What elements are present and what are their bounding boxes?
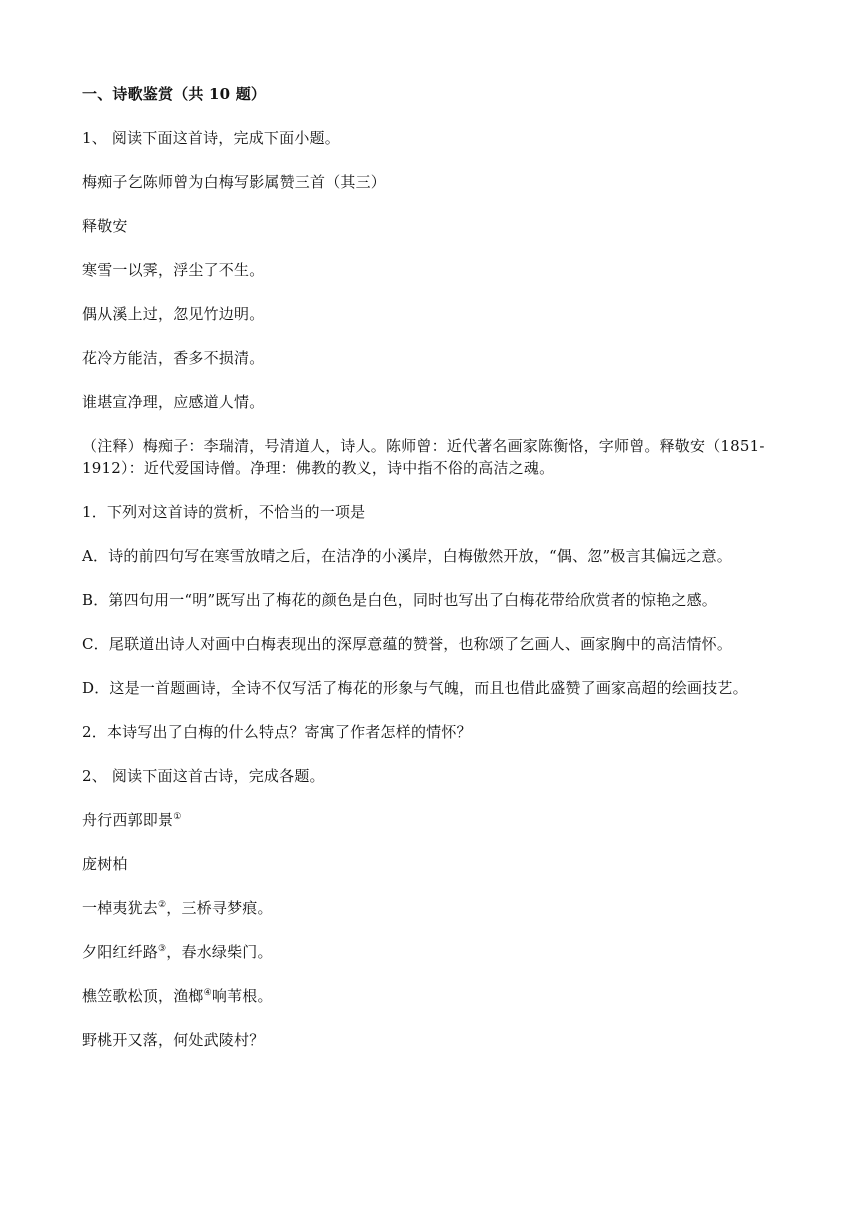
question-2-intro: 2、 阅读下面这首古诗，完成各题。: [82, 767, 325, 785]
poem-2-title: [82, 809, 790, 831]
poem-1-line: 花冷方能洁，香多不损清。: [82, 349, 265, 367]
poem-2-line-text: 樵笠歌松顶，渔榔: [82, 987, 204, 1005]
footnote-marker: ①: [173, 812, 182, 822]
poem-2-title-text: 舟行西郭即景: [82, 811, 174, 829]
poem-1-title: 梅痴子乞陈师曾为白梅写影属赞三首（其三）: [82, 173, 387, 191]
option-a: A．诗的前四句写在寒雪放晴之后，在洁净的小溪岸，白梅傲然开放，“偶、忽”极言其偏远之意。: [82, 547, 732, 565]
poem-2-line-text: 一棹夷犹去: [82, 899, 159, 917]
poem-2-line-text: 夕阳红纤路: [82, 943, 159, 961]
poem-2-line-text: 响苇根。: [211, 987, 273, 1005]
footnote-marker: ④: [203, 988, 212, 998]
poem-2-line-text: ，三桥寻梦痕。: [166, 899, 273, 917]
poem-2-line: [82, 897, 790, 919]
section-heading: 一、诗歌鉴赏（共 10 题）: [82, 85, 267, 103]
poem-2-line-text: ，春水绿柴门。: [166, 943, 273, 961]
footnote-marker: ②: [158, 900, 167, 910]
option-d: D．这是一首题画诗，全诗不仅写活了梅花的形象与气魄，而且也借此盛赞了画家高超的绘画技艺。: [82, 679, 748, 697]
question-1-intro: 1、 阅读下面这首诗，完成下面小题。: [82, 129, 340, 147]
poem-2-line: 野桃开又落，何处武陵村？: [82, 1031, 265, 1049]
poem-1-line: 寒雪一以霁，浮尘了不生。: [82, 261, 265, 279]
option-b: B．第四句用一“明”既写出了梅花的颜色是白色，同时也写出了白梅花带给欣赏者的惊艳之感。: [82, 591, 717, 609]
sub-question-2: 2．本诗写出了白梅的什么特点？寄寓了作者怎样的情怀？: [82, 723, 472, 741]
footnote-marker: ③: [158, 944, 167, 954]
poem-2-line: [82, 985, 790, 1007]
poem-1-line: 谁堪宣净理，应感道人情。: [82, 393, 265, 411]
poem-2-author: 庞树柏: [82, 855, 128, 873]
poem-2-line: [82, 941, 790, 963]
poem-1-author: 释敬安: [82, 217, 128, 235]
poem-1-line: 偶从溪上过，忽见竹边明。: [82, 305, 265, 323]
sub-question-1: 1．下列对这首诗的赏析，不恰当的一项是: [82, 503, 366, 521]
poem-1-note: （注释）梅痴子：李瑞清，号清道人，诗人。陈师曾：近代著名画家陈衡恪，字师曾。释敬安（1851-1912）：近代爱国诗僧。净理：佛教的教义，诗中指不俗的高洁之魂。: [82, 437, 765, 477]
option-c: C．尾联道出诗人对画中白梅表现出的深厚意蕴的赞誉，也称颂了乞画人、画家胸中的高洁情怀。: [82, 635, 733, 653]
